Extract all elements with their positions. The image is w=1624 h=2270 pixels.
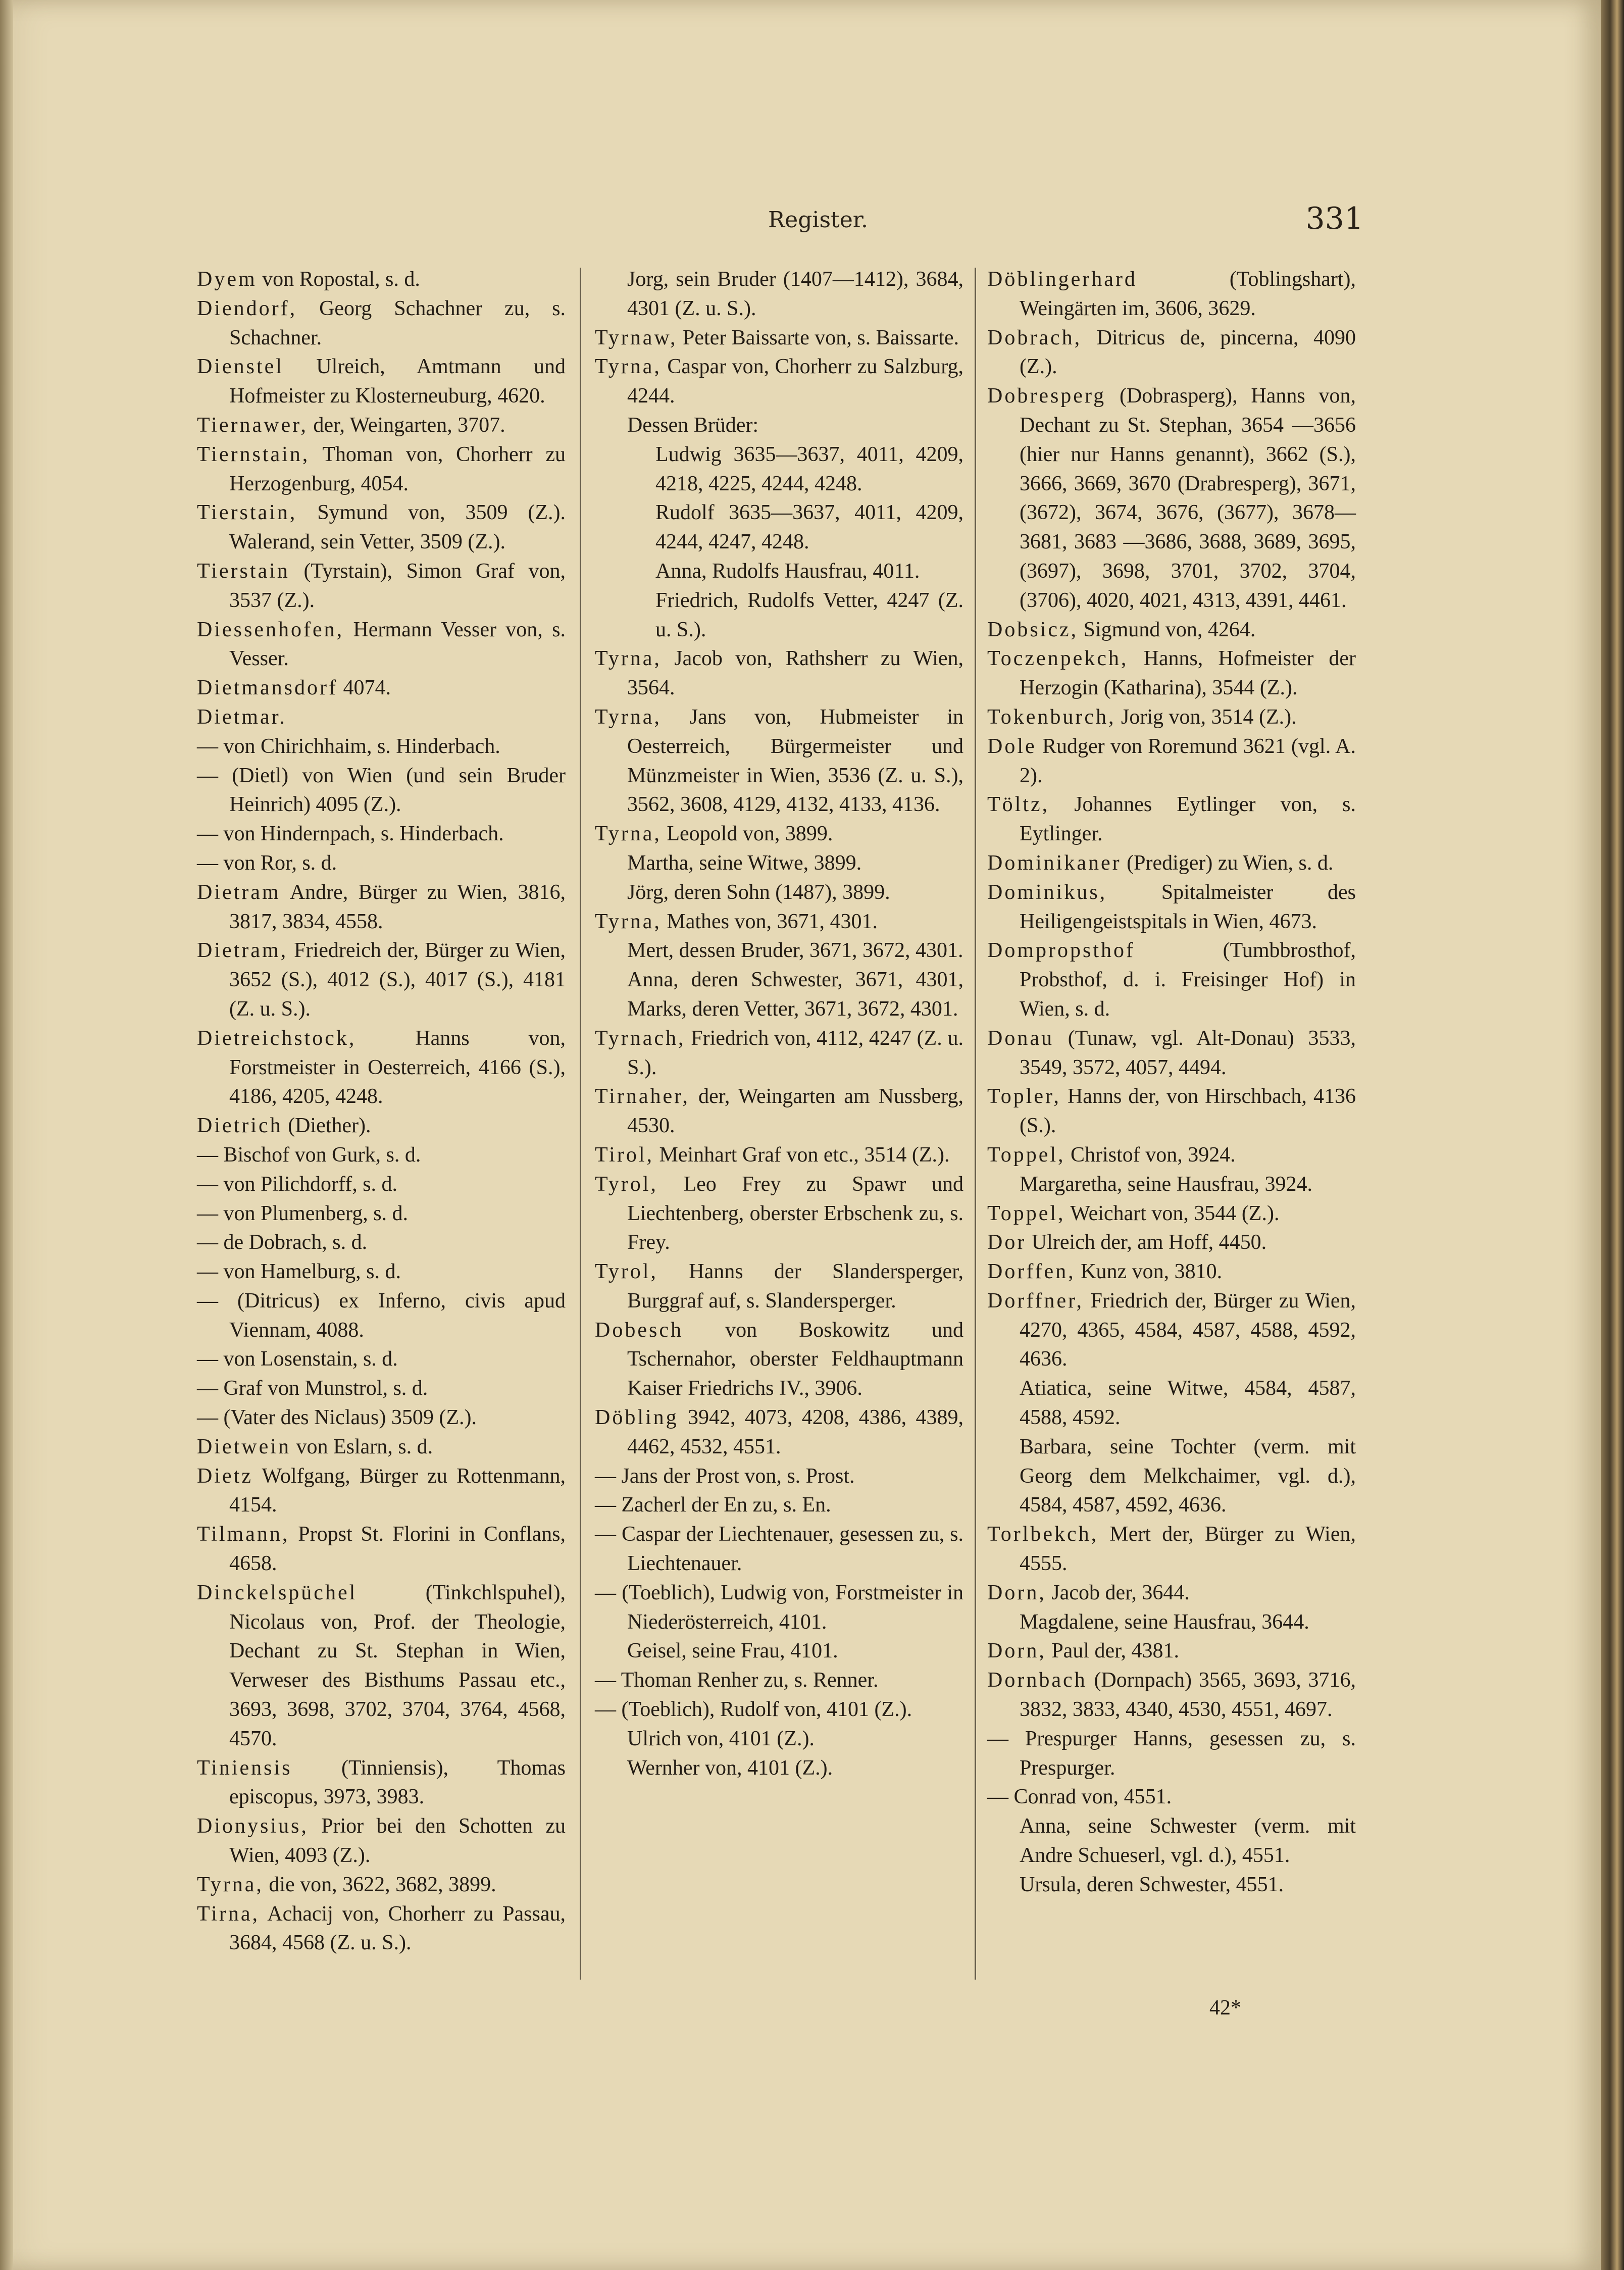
- entry-text: — Conrad von, 4551.: [987, 1785, 1172, 1809]
- entry-text: Rudolf 3635—3637, 4011, 4209, 4244, 4247, 4248.: [655, 501, 963, 554]
- index-entry: [197, 849, 566, 878]
- index-entry: [987, 616, 1356, 645]
- index-entry: [987, 732, 1356, 791]
- index-entry: [197, 1199, 566, 1229]
- index-entry: [595, 966, 963, 1024]
- entry-text: — Bischof von Gurk, s. d.: [197, 1143, 421, 1167]
- index-entry: [987, 936, 1356, 1024]
- entry-headword: Dorffen,: [987, 1260, 1076, 1284]
- entry-text: Weichart von, 3544 (Z.).: [1065, 1201, 1280, 1225]
- entry-text: (Tinniensis), Thomas episcopus, 3973, 3983.: [229, 1756, 566, 1809]
- index-entry: [197, 1141, 566, 1170]
- entry-headword: Dole: [987, 734, 1037, 758]
- index-entry: [197, 1112, 566, 1141]
- index-entry: [197, 294, 566, 353]
- index-entry: [987, 878, 1356, 937]
- entry-text: Wernher von, 4101 (Z.).: [627, 1756, 833, 1780]
- index-entry: [987, 1812, 1356, 1871]
- entry-headword: Tyrnach,: [595, 1026, 686, 1050]
- column-rule-1: [580, 268, 581, 1980]
- index-entry: [595, 1257, 963, 1316]
- index-entry: [595, 644, 963, 703]
- column-rule-2: [975, 268, 976, 1980]
- entry-text: — von Pilichdorff, s. d.: [197, 1172, 398, 1196]
- index-entry: [987, 324, 1356, 382]
- entry-headword: Dobsicz,: [987, 618, 1079, 641]
- index-entry: [595, 1403, 963, 1462]
- index-column-3: [987, 265, 1356, 1900]
- index-entry: [987, 1082, 1356, 1141]
- entry-text: Georg Schachner zu, s. Schachner.: [229, 296, 566, 349]
- index-entry: [197, 1024, 566, 1112]
- entry-headword: Toppel,: [987, 1143, 1065, 1167]
- index-entry: [987, 1228, 1356, 1257]
- entry-text: (Tunaw, vgl. Alt-Donau) 3533, 3549, 3572, 4057, 4494.: [1020, 1026, 1356, 1079]
- entry-text: Atiatica, seine Witwe, 4584, 4587, 4588, 4592.: [1020, 1377, 1356, 1430]
- entry-text: der, Weingarten am Nussberg, 4530.: [627, 1085, 963, 1138]
- index-entry: [987, 1199, 1356, 1229]
- entry-text: Jorig von, 3514 (Z.).: [1115, 705, 1297, 729]
- entry-text: (Dornpach) 3565, 3693, 3716, 3832, 3833, 4340, 4530, 4551, 4697.: [1020, 1669, 1356, 1722]
- index-entry: [987, 1637, 1356, 1666]
- entry-headword: Topler,: [987, 1085, 1061, 1108]
- index-entry: [595, 1754, 963, 1783]
- index-entry: [987, 1287, 1356, 1374]
- entry-headword: Tiniensis: [197, 1756, 292, 1780]
- entry-headword: Diendorf,: [197, 296, 297, 320]
- entry-text: Peter Baissarte von, s. Baissarte.: [677, 326, 959, 349]
- entry-text: Anna, deren Schwester, 3671, 4301, Marks, deren Vetter, 3671, 3672, 4301.: [627, 968, 963, 1021]
- index-entry: [987, 1871, 1356, 1900]
- entry-headword: Donau: [987, 1026, 1054, 1050]
- entry-headword: Dor: [987, 1231, 1027, 1254]
- entry-text: von Eslarn, s. d.: [290, 1435, 433, 1458]
- entry-text: Jacob der, 3644.: [1046, 1581, 1190, 1604]
- entry-text: Jans von, Hubmeister in Oesterreich, Bürgermeister und Münzmeister in Wien, 3536 (Z. u. S.), 3562, 3608, 4129, 4132, 4133, 4136.: [627, 705, 963, 817]
- index-entry: [987, 1374, 1356, 1433]
- index-entry: [197, 762, 566, 820]
- index-entry: [595, 820, 963, 849]
- index-entry: [595, 907, 963, 937]
- entry-text: Friedrich von, 4112, 4247 (Z. u. S.).: [627, 1026, 963, 1079]
- entry-headword: Tyrol,: [595, 1172, 658, 1196]
- entry-text: 3942, 4073, 4208, 4386, 4389, 4462, 4532, 4551.: [627, 1406, 963, 1458]
- entry-text: (Tinkchlspuhel), Nicolaus von, Prof. der Theologie, Dechant zu St. Stephan in Wien, Verweser des Bisthums Passau etc., 3693, 3698, 3702, 3704, 3764, 4568, 4570.: [229, 1581, 566, 1750]
- entry-text: Meinhart Graf von etc., 3514 (Z.).: [654, 1143, 950, 1167]
- entry-text: (Tyrstain), Simon Graf von, 3537 (Z.).: [229, 559, 566, 612]
- index-entry: [197, 1871, 566, 1900]
- index-entry: [197, 1754, 566, 1812]
- entry-text: Jacob von, Rathsherr zu Wien, 3564.: [627, 647, 963, 700]
- entry-text: Leopold von, 3899.: [661, 822, 833, 846]
- index-entry: [987, 1579, 1356, 1608]
- entry-text: Dessen Brüder:: [627, 413, 759, 437]
- entry-text: (Tumbbrosthof, Probsthof, d. i. Freisinger Hof) in Wien, s. d.: [1020, 939, 1356, 1021]
- entry-headword: Tyrol,: [595, 1260, 658, 1284]
- entry-text: von Ropostal, s. d.: [257, 268, 420, 291]
- entry-text: (Toblingshart), Weingärten im, 3606, 3629.: [1020, 268, 1356, 320]
- entry-headword: Tirna,: [197, 1902, 260, 1926]
- entry-text: — von Hamelburg, s. d.: [197, 1260, 401, 1284]
- entry-headword: Tyrna,: [595, 355, 662, 379]
- entry-text: Ludwig 3635—3637, 4011, 4209, 4218, 4225, 4244, 4248.: [655, 442, 963, 495]
- entry-headword: Dominikus,: [987, 880, 1107, 904]
- index-entry: [595, 411, 963, 440]
- index-entry: [197, 703, 566, 732]
- entry-headword: Dionysius,: [197, 1814, 309, 1838]
- entry-headword: Tilmann,: [197, 1523, 290, 1546]
- index-entry: [987, 703, 1356, 732]
- index-entry: [595, 878, 963, 907]
- signature-mark: 42*: [1209, 1996, 1241, 2020]
- index-entry: [197, 1579, 566, 1754]
- entry-text: Jorg, sein Bruder (1407—1412), 3684, 4301 (Z. u. S.).: [627, 268, 963, 320]
- index-entry: [987, 382, 1356, 615]
- index-entry: [595, 1666, 963, 1695]
- entry-text: Achacij von, Chorherr zu Passau, 3684, 4568 (Z. u. S.).: [229, 1902, 566, 1955]
- index-entry: [197, 1520, 566, 1579]
- entry-headword: Tiernstain,: [197, 442, 310, 466]
- entry-text: (Diether).: [282, 1114, 371, 1138]
- entry-headword: Tiernawer,: [197, 413, 308, 437]
- entry-text: Propst St. Florini in Conflans, 4658.: [229, 1523, 566, 1576]
- entry-text: Wolfgang, Bürger zu Rottenmann, 4154.: [229, 1464, 566, 1517]
- entry-headword: Dobesch: [595, 1318, 683, 1342]
- entry-headword: Döblingerhard: [987, 268, 1137, 291]
- index-entry: [595, 498, 963, 557]
- index-entry: [987, 849, 1356, 878]
- entry-text: — (Toeblich), Rudolf von, 4101 (Z.).: [595, 1698, 912, 1722]
- index-entry: [197, 411, 566, 440]
- entry-text: von Boskowitz und Tschernahor, oberster Feldhauptmann Kaiser Friedrichs IV., 3906.: [627, 1318, 963, 1400]
- page-edge: [1601, 0, 1624, 2270]
- index-entry: [197, 1257, 566, 1287]
- entry-text: Magdalene, seine Hausfrau, 3644.: [1020, 1610, 1309, 1634]
- entry-text: Leo Frey zu Spawr und Liechtenberg, oberster Erbschenk zu, s. Frey.: [627, 1172, 963, 1254]
- entry-text: Hanns der, von Hirschbach, 4136 (S.).: [1020, 1085, 1356, 1138]
- entry-headword: Tyrna,: [595, 822, 662, 846]
- index-column-2: [595, 265, 963, 1783]
- index-entry: [595, 1082, 963, 1141]
- index-entry: [595, 1695, 963, 1725]
- index-entry: [197, 1170, 566, 1199]
- entry-text: Ulreich, Amtmann und Hofmeister zu Klosterneuburg, 4620.: [229, 355, 566, 408]
- entry-headword: Dorffner,: [987, 1289, 1084, 1313]
- entry-headword: Dorn,: [987, 1581, 1046, 1604]
- entry-headword: Tierstain,: [197, 501, 297, 525]
- entry-text: — von Chirichhaim, s. Hinderbach.: [197, 734, 500, 758]
- entry-text: Friedreich der, Bürger zu Wien, 3652 (S.), 4012 (S.), 4017 (S.), 4181 (Z. u. S.).: [229, 939, 566, 1021]
- entry-headword: Dietz: [197, 1464, 253, 1488]
- entry-text: Andre, Bürger zu Wien, 3816, 3817, 3834, 4558.: [229, 880, 566, 933]
- entry-text: Johannes Eytlinger von, s. Eytlinger.: [1020, 793, 1356, 846]
- index-entry: [197, 878, 566, 937]
- index-entry: [987, 1257, 1356, 1287]
- index-entry: [197, 1900, 566, 1958]
- entry-text: — von Plumenberg, s. d.: [197, 1201, 409, 1225]
- index-entry: [197, 498, 566, 557]
- entry-headword: Tyrna,: [595, 705, 662, 729]
- index-entry: [595, 1491, 963, 1520]
- index-entry: [595, 936, 963, 966]
- entry-text: Spitalmeister des Heiligengeistspitals in Wien, 4673.: [1020, 880, 1356, 933]
- index-entry: [595, 1725, 963, 1754]
- index-entry: [595, 1520, 963, 1579]
- entry-headword: Tyrna,: [595, 910, 662, 933]
- entry-text: der, Weingarten, 3707.: [308, 413, 505, 437]
- entry-headword: Tirnaher,: [595, 1085, 690, 1108]
- entry-headword: Tierstain: [197, 559, 290, 583]
- entry-headword: Dietwein: [197, 1435, 291, 1458]
- entry-text: Anna, seine Schwester (verm. mit Andre Schueserl, vgl. d.), 4551.: [1020, 1814, 1356, 1868]
- entry-text: — Graf von Munstrol, s. d.: [197, 1377, 428, 1400]
- index-entry: [197, 820, 566, 849]
- index-entry: [987, 1608, 1356, 1637]
- entry-headword: Diessenhofen,: [197, 618, 344, 641]
- index-entry: [987, 790, 1356, 849]
- index-entry: [595, 324, 963, 353]
- entry-text: Sigmund von, 4264.: [1078, 618, 1256, 641]
- entry-headword: Tokenburch,: [987, 705, 1116, 729]
- index-entry: [197, 1403, 566, 1433]
- entry-text: — de Dobrach, s. d.: [197, 1231, 368, 1254]
- entry-text: Prior bei den Schotten zu Wien, 4093 (Z.).: [229, 1814, 566, 1868]
- entry-text: (Dobrasperg), Hanns von, Dechant zu St. Stephan, 3654 —3656 (hier nur Hanns genannt), 3662 (S.), 3666, 3669, 3670 (Drabresperg), 3671, (3672), 3674, 3676, (3677), 3678—3681, 3683 —3686, 3688, 3689, 3695, (3697), 3698, 3701, 3702, 3704, (3706), 4020, 4021, 4313, 4391, 4461.: [1020, 384, 1356, 612]
- index-column-1: [197, 265, 566, 1958]
- index-entry: [987, 1141, 1356, 1170]
- index-entry: [595, 1141, 963, 1170]
- entry-text: Hermann Vesser von, s. Vesser.: [229, 618, 566, 671]
- index-entry: [197, 1462, 566, 1521]
- entry-text: — Jans der Prost von, s. Prost.: [595, 1464, 855, 1488]
- page-number: 331: [1305, 201, 1363, 236]
- entry-text: Caspar von, Chorherr zu Salzburg, 4244.: [627, 355, 963, 408]
- entry-text: Ditricus de, pincerna, 4090 (Z.).: [1020, 326, 1356, 379]
- index-entry: [595, 1024, 963, 1083]
- index-entry: [197, 352, 566, 411]
- entry-headword: Dinckelspüchel: [197, 1581, 358, 1604]
- entry-text: Anna, Rudolfs Hausfrau, 4011.: [655, 559, 920, 583]
- entry-text: — Prespurger Hanns, gesessen zu, s. Prespurger.: [987, 1727, 1356, 1780]
- index-entry: [595, 557, 963, 586]
- entry-headword: Dompropsthof: [987, 939, 1135, 963]
- entry-headword: Dietmar.: [197, 705, 287, 729]
- index-entry: [197, 732, 566, 762]
- entry-headword: Dietmansdorf: [197, 676, 338, 700]
- entry-headword: Dorn,: [987, 1639, 1046, 1663]
- index-entry: [987, 644, 1356, 703]
- index-entry: [987, 1024, 1356, 1083]
- index-entry: [987, 1170, 1356, 1199]
- entry-headword: Torlbekch,: [987, 1523, 1099, 1546]
- index-entry: [197, 1433, 566, 1462]
- entry-headword: Dietram,: [197, 939, 288, 963]
- entry-text: Friedrich der, Bürger zu Wien, 4270, 4365, 4584, 4587, 4588, 4592, 4636.: [1020, 1289, 1356, 1371]
- entry-headword: Dietram: [197, 880, 281, 904]
- entry-text: — (Ditricus) ex Inferno, civis apud Viennam, 4088.: [197, 1289, 566, 1342]
- running-header: Register.: [768, 207, 868, 233]
- index-entry: [987, 1666, 1356, 1725]
- entry-text: Ulrich von, 4101 (Z.).: [627, 1727, 815, 1750]
- entry-headword: Dobrach,: [987, 326, 1082, 349]
- index-entry: [197, 265, 566, 294]
- entry-text: — Caspar der Liechtenauer, gesessen zu, s. Liechtenauer.: [595, 1523, 963, 1576]
- entry-text: Geisel, seine Frau, 4101.: [627, 1639, 838, 1663]
- entry-headword: Dornbach: [987, 1669, 1087, 1692]
- index-entry: [987, 1520, 1356, 1579]
- entry-headword: Tyrna,: [595, 647, 662, 671]
- entry-text: Margaretha, seine Hausfrau, 3924.: [1020, 1172, 1313, 1196]
- entry-headword: Toczenpekch,: [987, 647, 1129, 671]
- entry-headword: Tyrna,: [197, 1873, 264, 1896]
- entry-text: — (Vater des Niclaus) 3509 (Z.).: [197, 1406, 477, 1430]
- entry-text: Barbara, seine Tochter (verm. mit Georg dem Melkchaimer, vgl. d.), 4584, 4587, 4592, 4636.: [1020, 1435, 1356, 1517]
- page-gutter: [0, 0, 13, 2270]
- index-entry: [595, 265, 963, 324]
- entry-text: Mert, dessen Bruder, 3671, 3672, 4301.: [627, 939, 963, 963]
- entry-headword: Dominikaner: [987, 851, 1122, 875]
- entry-text: Rudger von Roremund 3621 (vgl. A. 2).: [1020, 734, 1356, 787]
- entry-text: Hanns von, Forstmeister in Oesterreich, 4166 (S.), 4186, 4205, 4248.: [229, 1026, 566, 1108]
- entry-headword: Dyem: [197, 268, 257, 291]
- entry-text: Ursula, deren Schwester, 4551.: [1020, 1873, 1284, 1896]
- entry-text: — von Hindernpach, s. Hinderbach.: [197, 822, 504, 846]
- index-entry: [595, 1637, 963, 1666]
- entry-text: — (Toeblich), Ludwig von, Forstmeister in Niederösterreich, 4101.: [595, 1581, 963, 1634]
- index-entry: [197, 1345, 566, 1374]
- entry-text: Hanns, Hofmeister der Herzogin (Katharina), 3544 (Z.).: [1020, 647, 1356, 700]
- entry-text: (Prediger) zu Wien, s. d.: [1121, 851, 1334, 875]
- index-entry: [197, 557, 566, 616]
- entry-text: — von Losenstain, s. d.: [197, 1347, 398, 1371]
- entry-text: — von Ror, s. d.: [197, 851, 337, 875]
- index-entry: [197, 440, 566, 499]
- entry-text: Martha, seine Witwe, 3899.: [627, 851, 862, 875]
- index-entry: [197, 1374, 566, 1403]
- entry-text: Christof von, 3924.: [1065, 1143, 1236, 1167]
- entry-text: Jörg, deren Sohn (1487), 3899.: [627, 880, 890, 904]
- index-entry: [197, 616, 566, 674]
- entry-text: Hanns der Slandersperger, Burggraf auf, s. Slandersperger.: [627, 1260, 963, 1313]
- entry-text: Paul der, 4381.: [1046, 1639, 1179, 1663]
- entry-headword: Dietreichstock,: [197, 1026, 357, 1050]
- index-entry: [595, 849, 963, 878]
- entry-headword: Dietrich: [197, 1114, 283, 1138]
- entry-headword: Dobresperg: [987, 384, 1106, 408]
- entry-text: Mert der, Bürger zu Wien, 4555.: [1020, 1523, 1356, 1576]
- index-entry: [197, 1287, 566, 1345]
- index-entry: [987, 1433, 1356, 1520]
- entry-text: Kunz von, 3810.: [1075, 1260, 1223, 1284]
- entry-headword: Döbling: [595, 1406, 679, 1430]
- entry-headword: Töltz,: [987, 793, 1050, 817]
- entry-text: Symund von, 3509 (Z.). Walerand, sein Vetter, 3509 (Z.).: [229, 501, 566, 554]
- entry-text: — Zacherl der En zu, s. En.: [595, 1493, 831, 1517]
- entry-text: Thoman von, Chorherr zu Herzogenburg, 4054.: [229, 442, 566, 495]
- entry-headword: Tyrnaw,: [595, 326, 678, 349]
- index-entry: [595, 1462, 963, 1491]
- index-entry: [987, 1783, 1356, 1812]
- index-entry: [197, 1228, 566, 1257]
- index-entry: [987, 1725, 1356, 1783]
- index-entry: [595, 1316, 963, 1403]
- index-entry: [595, 352, 963, 411]
- index-entry: [987, 265, 1356, 324]
- entry-text: Mathes von, 3671, 4301.: [661, 910, 878, 933]
- entry-text: die von, 3622, 3682, 3899.: [263, 1873, 496, 1896]
- entry-text: 4074.: [337, 676, 391, 700]
- index-entry: [197, 936, 566, 1024]
- index-entry: [595, 703, 963, 820]
- entry-headword: Tirol,: [595, 1143, 654, 1167]
- index-entry: [595, 1579, 963, 1637]
- entry-headword: Toppel,: [987, 1201, 1065, 1225]
- entry-text: Friedrich, Rudolfs Vetter, 4247 (Z. u. S.).: [655, 588, 963, 641]
- index-entry: [595, 440, 963, 499]
- entry-text: — (Dietl) von Wien (und sein Bruder Heinrich) 4095 (Z.).: [197, 764, 566, 817]
- index-entry: [197, 674, 566, 703]
- entry-text: Ulreich der, am Hoff, 4450.: [1026, 1231, 1267, 1254]
- index-entry: [595, 1170, 963, 1257]
- index-entry: [197, 1812, 566, 1871]
- entry-headword: Dienstel: [197, 355, 284, 379]
- entry-text: — Thoman Renher zu, s. Renner.: [595, 1669, 879, 1692]
- index-entry: [595, 586, 963, 645]
